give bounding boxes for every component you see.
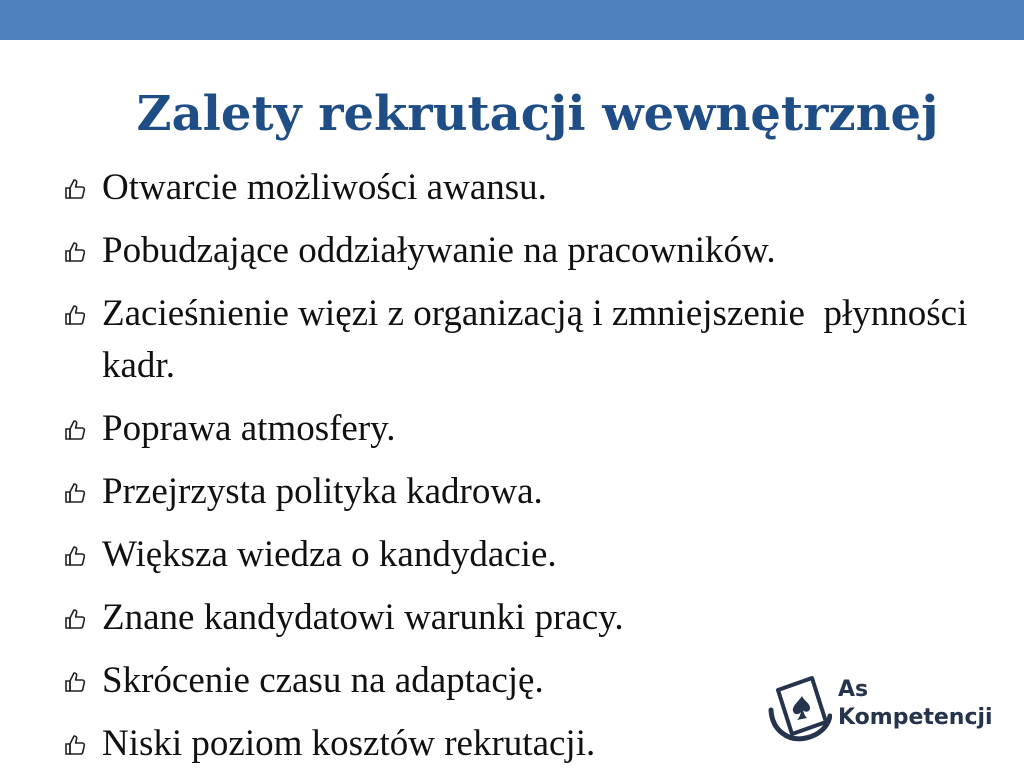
bullet-item xyxy=(0,592,1024,644)
bullet-text: Otwarcie możliwości awansu. xyxy=(102,167,547,208)
thumbs-up-icon xyxy=(64,419,88,441)
thumbs-up-icon xyxy=(64,178,88,200)
logo-line-2: Kompetencji xyxy=(838,705,993,730)
bullet-item xyxy=(0,466,1024,518)
as-kompetencji-logo xyxy=(768,668,1008,748)
bullet-text: Skrócenie czasu na adaptację. xyxy=(102,660,544,701)
bullet-text: Zacieśnienie więzi z organizacją i zmniejszenie płynności kadr. xyxy=(102,293,977,386)
top-accent-bar xyxy=(0,0,1024,40)
bullet-text: Niski poziom kosztów rekrutacji. xyxy=(102,723,596,764)
bullet-item xyxy=(0,288,1024,392)
slide-title: Zalety rekrutacji wewnętrznej xyxy=(136,86,939,142)
bullet-item xyxy=(0,225,1024,277)
spade-card-icon xyxy=(768,672,832,744)
bullet-text: Poprawa atmosfery. xyxy=(102,408,396,449)
thumbs-up-icon xyxy=(64,734,88,756)
bullet-text: Przejrzysta polityka kadrowa. xyxy=(102,471,543,512)
bullet-item xyxy=(0,162,1024,214)
thumbs-up-icon xyxy=(64,545,88,567)
thumbs-up-icon xyxy=(64,482,88,504)
thumbs-up-icon xyxy=(64,671,88,693)
logo-text xyxy=(838,676,993,732)
bullet-text: Pobudzające oddziaływanie na pracowników. xyxy=(102,230,776,271)
bullet-item xyxy=(0,403,1024,455)
thumbs-up-icon xyxy=(64,241,88,263)
bullet-text: Większa wiedza o kandydacie. xyxy=(102,534,557,575)
logo-line-1: As xyxy=(838,677,869,702)
bullet-text: Znane kandydatowi warunki pracy. xyxy=(102,597,624,638)
thumbs-up-icon xyxy=(64,304,88,326)
bullet-item xyxy=(0,529,1024,581)
thumbs-up-icon xyxy=(64,608,88,630)
